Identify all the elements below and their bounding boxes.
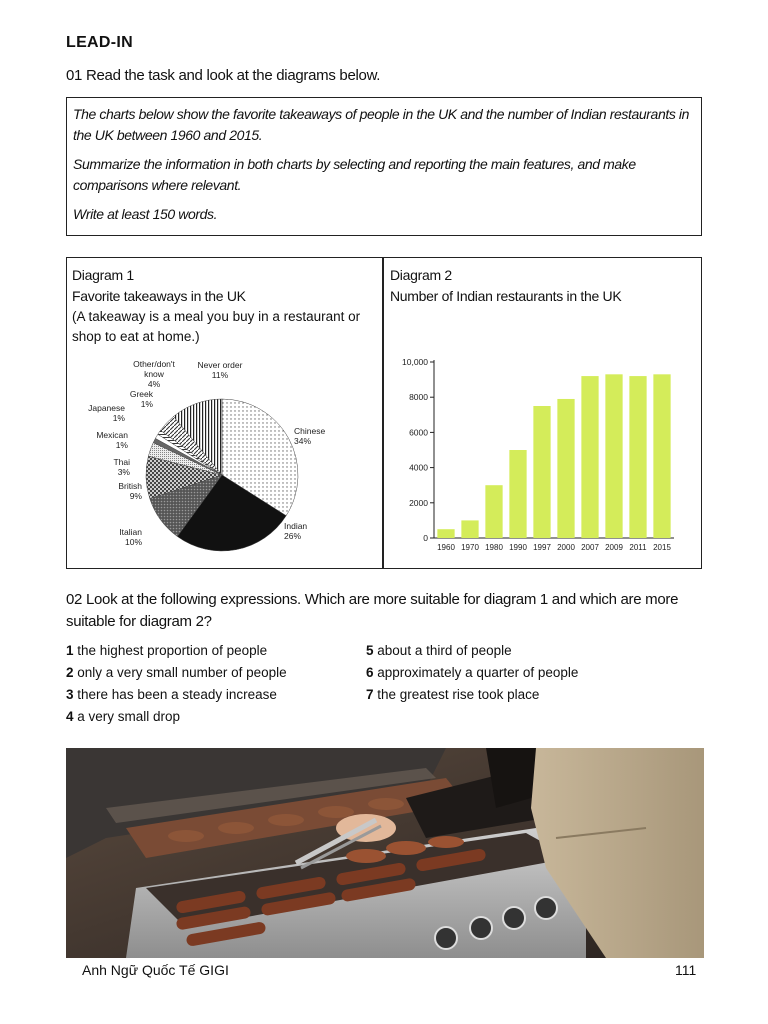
pie-label: Never order 11% bbox=[197, 360, 243, 380]
task-box bbox=[66, 97, 702, 236]
bar-1980 bbox=[485, 485, 502, 538]
x-tick-label: 2011 bbox=[629, 543, 647, 552]
x-tick-label: 1980 bbox=[485, 543, 503, 552]
instruction-2: 02 Look at the following expressions. Which are more suitable for diagram 1 and which are more suitable for diagram 2? bbox=[66, 591, 679, 630]
diagram-1-note: (A takeaway is a meal you buy in a restaurant or shop to eat at home.) bbox=[72, 309, 361, 344]
pie-label: Indian 26% bbox=[284, 521, 308, 541]
section-heading: LEAD-IN bbox=[66, 34, 133, 51]
instruction-1: 01 Read the task and look at the diagrams below. bbox=[66, 67, 381, 84]
page-number: 111 bbox=[675, 962, 697, 978]
bar-2007 bbox=[581, 376, 598, 538]
expression-item: 4 a very small drop bbox=[66, 709, 181, 724]
bar-2011 bbox=[629, 376, 646, 538]
pie-label: Greek 1% bbox=[129, 389, 153, 409]
bar-1970 bbox=[461, 520, 478, 538]
y-tick-label: 8000 bbox=[409, 392, 428, 403]
x-tick-label: 1960 bbox=[437, 543, 455, 552]
pie-label: Japanese 1% bbox=[88, 403, 125, 423]
grill-photo bbox=[66, 748, 704, 958]
bar-2015 bbox=[653, 374, 670, 538]
diagram-2-label: Diagram 2 bbox=[390, 267, 452, 283]
bar-chart bbox=[386, 350, 698, 565]
x-tick-label: 1990 bbox=[509, 543, 527, 552]
expressions-col-1 bbox=[66, 640, 366, 728]
x-tick-label: 2009 bbox=[605, 543, 623, 552]
bar-1960 bbox=[437, 529, 454, 538]
y-tick-label: 0 bbox=[423, 533, 428, 543]
x-tick-label: 2000 bbox=[557, 543, 575, 552]
x-tick-label: 1997 bbox=[533, 543, 551, 552]
x-tick-label: 2015 bbox=[653, 543, 671, 552]
task-text-3: Write at least 150 words. bbox=[73, 206, 218, 222]
task-text-1: The charts below show the favorite takeaways of people in the UK and the number of Indian restaurants in the UK between 1960 and 2015. bbox=[73, 106, 690, 143]
footer-brand: Anh Ngữ Quốc Tế GIGI bbox=[82, 962, 229, 978]
expression-item: 2 only a very small number of people bbox=[66, 665, 287, 680]
y-tick-label: 6000 bbox=[409, 427, 428, 438]
bar-2009 bbox=[605, 374, 622, 538]
expression-item: 3 there has been a steady increase bbox=[66, 687, 277, 702]
pie-label: Mexican 1% bbox=[96, 430, 128, 450]
bar-1990 bbox=[509, 450, 526, 538]
pie-label: Other/don't know 4% bbox=[133, 359, 175, 389]
diagram-2-title: Number of Indian restaurants in the UK bbox=[390, 288, 622, 304]
y-tick-label: 4000 bbox=[409, 462, 428, 473]
diagram-divider bbox=[382, 257, 384, 569]
diagram-2-header bbox=[390, 265, 695, 307]
diagram-1-title: Favorite takeaways in the UK bbox=[72, 288, 246, 304]
pie-label: Chinese 34% bbox=[294, 426, 326, 446]
y-tick-label: 2000 bbox=[409, 497, 428, 508]
y-tick-label: 10,000 bbox=[402, 357, 428, 367]
bar-1997 bbox=[533, 406, 550, 538]
pie-label: British 9% bbox=[118, 481, 142, 501]
x-tick-label: 2007 bbox=[581, 543, 599, 552]
diagram-1-header bbox=[72, 265, 377, 347]
pie-label: Thai 3% bbox=[113, 457, 130, 477]
expression-item: 5 about a third of people bbox=[366, 643, 512, 658]
expression-item: 7 the greatest rise took place bbox=[366, 687, 540, 702]
pie-chart bbox=[70, 350, 380, 565]
task-text-2: Summarize the information in both charts by selecting and reporting the main features, and make comparisons where relevant. bbox=[73, 156, 636, 193]
diagram-1-label: Diagram 1 bbox=[72, 267, 134, 283]
pie-label: Italian 10% bbox=[119, 527, 142, 547]
expressions-col-2 bbox=[366, 640, 696, 706]
expression-item: 6 approximately a quarter of people bbox=[366, 665, 579, 680]
bar-2000 bbox=[557, 399, 574, 538]
x-tick-label: 1970 bbox=[461, 543, 479, 552]
expression-item: 1 the highest proportion of people bbox=[66, 643, 268, 658]
